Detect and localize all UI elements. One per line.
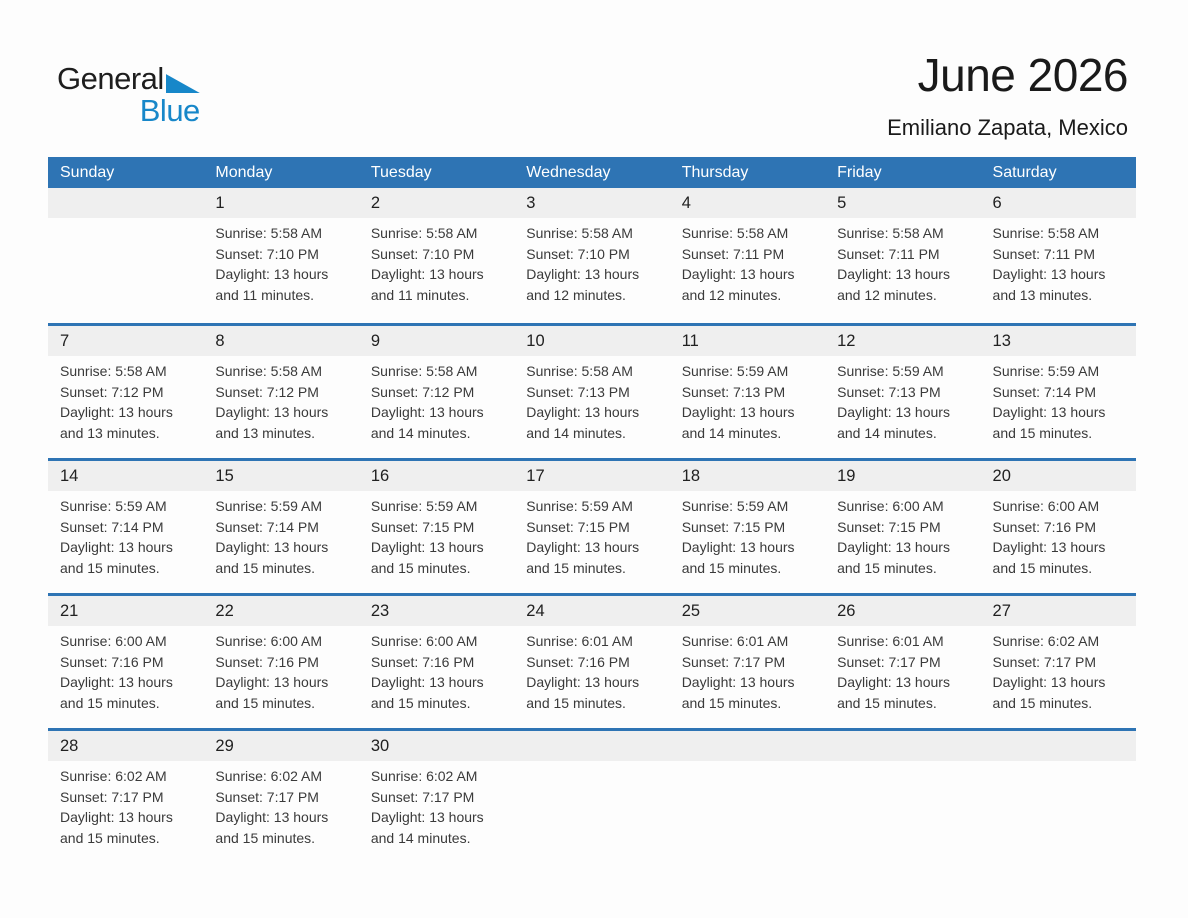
day-cell (981, 491, 1136, 593)
day-sunrise-text: Sunrise: 5:59 AM (681, 498, 789, 514)
day-daylight2-text: and 15 minutes. (60, 559, 160, 576)
day-number: 13 (992, 332, 1011, 350)
day-daylight2-text: and 15 minutes. (681, 559, 782, 576)
day-sunrise-text: Sunrise: 5:59 AM (60, 498, 167, 514)
day-cell (48, 626, 203, 728)
day-daylight2-text: and 14 minutes. (681, 424, 782, 441)
day-sunrise-text: Sunrise: 6:00 AM (370, 633, 478, 649)
day-sunset-text: Sunset: 7:10 PM (215, 245, 319, 262)
day-daylight2-text: and 15 minutes. (60, 829, 160, 846)
day-daylight1-text: Daylight: 13 hours (215, 809, 329, 825)
day-number: 3 (526, 194, 536, 212)
day-number: 30 (370, 737, 390, 755)
day-cell (670, 491, 825, 593)
day-daylight1-text: Daylight: 13 hours (837, 266, 950, 282)
day-number: 28 (60, 737, 79, 755)
weekday-monday: Monday (215, 163, 273, 181)
day-number: 25 (681, 602, 701, 620)
day-daylight2-text: and 15 minutes. (526, 559, 626, 576)
day-number-band (48, 326, 1136, 356)
day-sunset-text: Sunset: 7:13 PM (837, 383, 941, 400)
day-sunrise-text: Sunrise: 5:59 AM (370, 498, 478, 514)
day-number: 21 (60, 602, 79, 620)
day-cell (514, 218, 669, 323)
day-daylight1-text: Daylight: 13 hours (370, 266, 484, 282)
day-cell (359, 356, 514, 458)
day-cell (981, 218, 1136, 323)
day-sunrise-text: Sunrise: 6:02 AM (992, 633, 1100, 649)
day-sunrise-text: Sunrise: 6:00 AM (992, 498, 1100, 514)
day-daylight2-text: and 14 minutes. (370, 424, 471, 441)
day-daylight1-text: Daylight: 13 hours (370, 674, 484, 690)
day-daylight1-text: Daylight: 13 hours (992, 404, 1106, 420)
day-number: 23 (370, 602, 390, 620)
day-daylight1-text: Daylight: 13 hours (992, 539, 1106, 555)
day-sunset-text: Sunset: 7:11 PM (681, 245, 785, 262)
week-row (48, 728, 1136, 863)
day-number-band (48, 188, 1136, 218)
day-number: 27 (992, 602, 1011, 620)
logo-triangle-icon (166, 74, 200, 93)
day-cell (359, 218, 514, 323)
day-sunset-text: Sunset: 7:17 PM (370, 788, 475, 805)
day-number: 24 (526, 602, 545, 620)
month-title: June 2026 (917, 49, 1128, 101)
day-daylight2-text: and 15 minutes. (60, 694, 160, 711)
weekday-sunday: Sunday (60, 163, 115, 181)
empty-day-number (670, 731, 825, 761)
week-row (48, 458, 1136, 593)
day-sunset-text: Sunset: 7:12 PM (60, 383, 164, 400)
day-sunrise-text: Sunrise: 5:58 AM (681, 225, 789, 241)
day-number-band (48, 731, 1136, 761)
day-sunrise-text: Sunrise: 6:02 AM (215, 768, 323, 784)
day-daylight2-text: and 15 minutes. (526, 694, 626, 711)
day-sunrise-text: Sunrise: 6:01 AM (681, 633, 789, 649)
logo-word-general: General (57, 61, 164, 96)
day-daylight1-text: Daylight: 13 hours (992, 674, 1106, 690)
day-cell (514, 626, 669, 728)
day-daylight1-text: Daylight: 13 hours (215, 674, 329, 690)
weekday-tuesday: Tuesday (370, 163, 432, 181)
day-sunrise-text: Sunrise: 5:58 AM (370, 225, 478, 241)
empty-day-number (48, 188, 203, 218)
day-sunrise-text: Sunrise: 6:00 AM (60, 633, 167, 649)
day-detail-row (48, 626, 1136, 728)
empty-day-cell (670, 761, 825, 863)
day-number: 7 (60, 332, 70, 350)
day-cell (981, 626, 1136, 728)
day-daylight1-text: Daylight: 13 hours (60, 674, 173, 690)
day-sunrise-text: Sunrise: 5:58 AM (992, 225, 1100, 241)
weeks-container (48, 188, 1136, 863)
day-sunset-text: Sunset: 7:11 PM (837, 245, 940, 262)
day-sunrise-text: Sunrise: 5:58 AM (215, 363, 323, 379)
day-daylight2-text: and 15 minutes. (992, 694, 1093, 711)
day-number: 17 (526, 467, 545, 485)
day-sunrise-text: Sunrise: 6:02 AM (370, 768, 478, 784)
day-daylight1-text: Daylight: 13 hours (681, 674, 795, 690)
day-cell (670, 218, 825, 323)
day-daylight1-text: Daylight: 13 hours (526, 674, 640, 690)
day-cell (670, 626, 825, 728)
empty-day-number (514, 731, 669, 761)
day-sunset-text: Sunset: 7:17 PM (681, 653, 786, 670)
day-daylight1-text: Daylight: 13 hours (992, 266, 1106, 282)
day-sunrise-text: Sunrise: 6:00 AM (837, 498, 944, 514)
day-sunrise-text: Sunrise: 6:01 AM (837, 633, 944, 649)
day-cell (203, 761, 358, 863)
day-daylight2-text: and 15 minutes. (837, 694, 937, 711)
day-sunset-text: Sunset: 7:10 PM (526, 245, 630, 262)
day-number-band (48, 461, 1136, 491)
day-sunrise-text: Sunrise: 5:59 AM (837, 363, 944, 379)
day-number: 9 (370, 332, 381, 350)
day-cell (825, 218, 980, 323)
day-daylight2-text: and 12 minutes. (681, 286, 782, 303)
day-sunset-text: Sunset: 7:13 PM (526, 383, 630, 400)
day-sunrise-text: Sunrise: 5:58 AM (526, 225, 633, 241)
empty-day-cell (514, 761, 669, 863)
day-cell (825, 356, 980, 458)
general-blue-logo (57, 63, 200, 126)
day-daylight2-text: and 15 minutes. (837, 559, 937, 576)
day-sunset-text: Sunset: 7:11 PM (992, 245, 1095, 262)
day-number: 29 (215, 737, 234, 755)
empty-day-cell (825, 761, 980, 863)
day-daylight1-text: Daylight: 13 hours (526, 539, 640, 555)
day-daylight1-text: Daylight: 13 hours (215, 539, 329, 555)
day-cell (825, 626, 980, 728)
day-sunset-text: Sunset: 7:16 PM (526, 653, 630, 670)
empty-day-number (825, 731, 980, 761)
empty-day-cell (981, 761, 1136, 863)
day-sunset-text: Sunset: 7:13 PM (681, 383, 786, 400)
calendar-table (48, 157, 1136, 863)
day-sunset-text: Sunset: 7:17 PM (837, 653, 941, 670)
day-cell (359, 761, 514, 863)
day-number: 6 (992, 194, 1002, 212)
day-daylight1-text: Daylight: 13 hours (837, 539, 950, 555)
day-cell (48, 491, 203, 593)
week-row (48, 188, 1136, 323)
day-detail-row (48, 491, 1136, 593)
day-daylight1-text: Daylight: 13 hours (60, 404, 173, 420)
day-number: 12 (837, 332, 856, 350)
day-number-band (48, 596, 1136, 626)
week-row (48, 593, 1136, 728)
day-daylight2-text: and 14 minutes. (370, 829, 471, 846)
day-daylight1-text: Daylight: 13 hours (837, 674, 950, 690)
day-detail-row (48, 218, 1136, 323)
day-daylight1-text: Daylight: 13 hours (681, 266, 795, 282)
day-sunset-text: Sunset: 7:17 PM (992, 653, 1097, 670)
day-sunrise-text: Sunrise: 5:58 AM (526, 363, 633, 379)
day-sunset-text: Sunset: 7:14 PM (215, 518, 319, 535)
day-daylight1-text: Daylight: 13 hours (526, 404, 640, 420)
week-row (48, 323, 1136, 458)
day-sunset-text: Sunset: 7:16 PM (370, 653, 475, 670)
day-sunset-text: Sunset: 7:14 PM (60, 518, 164, 535)
day-daylight2-text: and 12 minutes. (526, 286, 626, 303)
weekday-wednesday: Wednesday (526, 163, 611, 181)
day-sunrise-text: Sunrise: 5:58 AM (370, 363, 478, 379)
day-sunrise-text: Sunrise: 6:00 AM (215, 633, 323, 649)
empty-day-cell (48, 218, 203, 323)
day-sunset-text: Sunset: 7:10 PM (370, 245, 475, 262)
day-cell (48, 356, 203, 458)
day-daylight1-text: Daylight: 13 hours (370, 809, 484, 825)
day-cell (203, 218, 358, 323)
day-number: 26 (837, 602, 856, 620)
day-cell (514, 491, 669, 593)
day-number: 5 (837, 194, 847, 212)
day-cell (981, 356, 1136, 458)
day-number: 11 (681, 332, 699, 350)
day-daylight1-text: Daylight: 13 hours (215, 404, 329, 420)
location-subtitle: Emiliano Zapata, Mexico (887, 115, 1128, 140)
day-number: 10 (526, 332, 545, 350)
day-detail-row (48, 356, 1136, 458)
day-cell (514, 356, 669, 458)
day-number: 19 (837, 467, 856, 485)
day-number: 2 (370, 194, 381, 212)
day-daylight1-text: Daylight: 13 hours (526, 266, 640, 282)
day-daylight1-text: Daylight: 13 hours (215, 266, 329, 282)
day-daylight2-text: and 15 minutes. (681, 694, 782, 711)
day-daylight2-text: and 15 minutes. (992, 424, 1093, 441)
day-sunset-text: Sunset: 7:17 PM (60, 788, 164, 805)
day-sunrise-text: Sunrise: 5:59 AM (681, 363, 789, 379)
day-sunrise-text: Sunrise: 5:59 AM (992, 363, 1100, 379)
day-number: 20 (992, 467, 1011, 485)
day-daylight2-text: and 13 minutes. (60, 424, 160, 441)
day-sunset-text: Sunset: 7:15 PM (370, 518, 475, 535)
day-number: 4 (681, 194, 691, 212)
day-cell (825, 491, 980, 593)
day-daylight2-text: and 15 minutes. (215, 694, 316, 711)
day-sunrise-text: Sunrise: 6:01 AM (526, 633, 633, 649)
day-daylight1-text: Daylight: 13 hours (60, 809, 173, 825)
day-sunrise-text: Sunrise: 5:58 AM (837, 225, 944, 241)
day-cell (670, 356, 825, 458)
day-detail-row (48, 761, 1136, 863)
day-sunrise-text: Sunrise: 5:58 AM (60, 363, 167, 379)
day-sunrise-text: Sunrise: 6:02 AM (60, 768, 167, 784)
weekday-header-row (48, 157, 1136, 188)
day-daylight2-text: and 12 minutes. (837, 286, 937, 303)
day-number: 1 (215, 194, 225, 212)
day-cell (359, 491, 514, 593)
day-sunset-text: Sunset: 7:12 PM (370, 383, 475, 400)
day-daylight2-text: and 13 minutes. (215, 424, 316, 441)
day-sunrise-text: Sunrise: 5:59 AM (215, 498, 323, 514)
day-sunset-text: Sunset: 7:17 PM (215, 788, 319, 805)
day-daylight1-text: Daylight: 13 hours (837, 404, 950, 420)
day-sunset-text: Sunset: 7:14 PM (992, 383, 1097, 400)
day-number: 22 (215, 602, 234, 620)
day-number: 16 (370, 467, 390, 485)
day-daylight2-text: and 15 minutes. (370, 694, 471, 711)
day-number: 8 (215, 332, 225, 350)
weekday-friday: Friday (837, 163, 882, 181)
day-sunset-text: Sunset: 7:16 PM (215, 653, 319, 670)
day-sunset-text: Sunset: 7:16 PM (60, 653, 164, 670)
day-cell (203, 626, 358, 728)
day-cell (203, 491, 358, 593)
day-daylight1-text: Daylight: 13 hours (370, 539, 484, 555)
empty-day-number (981, 731, 1136, 761)
day-number: 18 (681, 467, 701, 485)
day-cell (203, 356, 358, 458)
day-daylight2-text: and 15 minutes. (992, 559, 1093, 576)
day-sunrise-text: Sunrise: 5:58 AM (215, 225, 323, 241)
day-cell (48, 761, 203, 863)
day-sunset-text: Sunset: 7:15 PM (681, 518, 786, 535)
day-daylight1-text: Daylight: 13 hours (681, 539, 795, 555)
day-sunrise-text: Sunrise: 5:59 AM (526, 498, 633, 514)
logo-word-blue: Blue (139, 93, 200, 128)
day-number: 14 (60, 467, 79, 485)
day-daylight2-text: and 11 minutes. (370, 286, 470, 303)
day-number: 15 (215, 467, 234, 485)
day-daylight1-text: Daylight: 13 hours (370, 404, 484, 420)
day-cell (359, 626, 514, 728)
day-sunset-text: Sunset: 7:16 PM (992, 518, 1097, 535)
day-daylight2-text: and 14 minutes. (526, 424, 626, 441)
day-daylight1-text: Daylight: 13 hours (681, 404, 795, 420)
day-daylight2-text: and 14 minutes. (837, 424, 937, 441)
day-daylight2-text: and 15 minutes. (370, 559, 471, 576)
day-daylight2-text: and 11 minutes. (215, 286, 315, 303)
day-daylight2-text: and 15 minutes. (215, 829, 316, 846)
day-sunset-text: Sunset: 7:15 PM (837, 518, 941, 535)
day-daylight2-text: and 15 minutes. (215, 559, 316, 576)
day-sunset-text: Sunset: 7:12 PM (215, 383, 319, 400)
day-daylight2-text: and 13 minutes. (992, 286, 1093, 303)
weekday-saturday: Saturday (992, 163, 1057, 181)
day-daylight1-text: Daylight: 13 hours (60, 539, 173, 555)
weekday-thursday: Thursday (681, 163, 749, 181)
day-sunset-text: Sunset: 7:15 PM (526, 518, 630, 535)
